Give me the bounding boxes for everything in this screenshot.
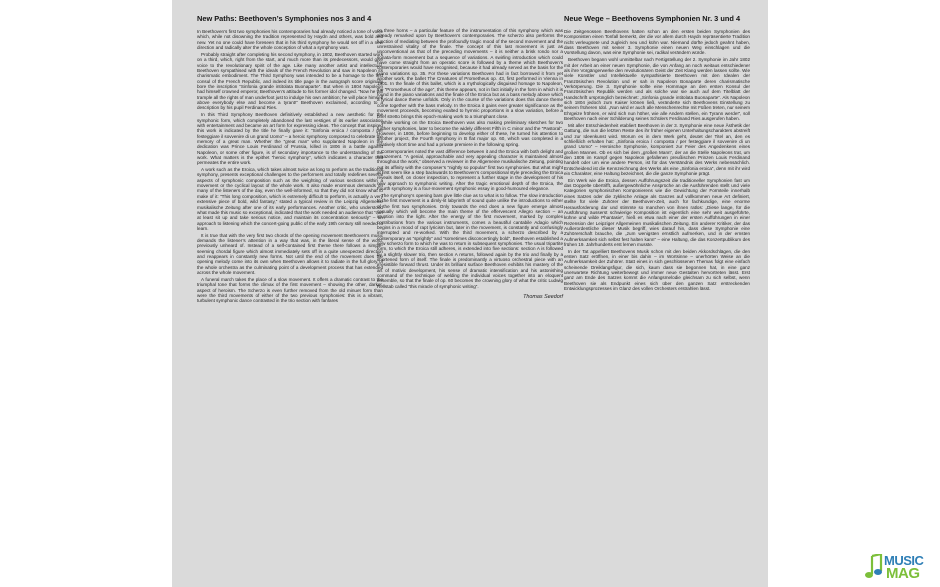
paragraph: Die Zeitgenossen Beethovens hatten schon an den ersten beiden Symphonien des Komponisten einen Tonfall bemerkt, der die vor allem durch Haydn repräsentierte Tradition nicht verleugnete und zugleich neu und kühn war. Niemand dürfte jedoch geahnt haben, dass Beethoven mit seiner 3. Symphonie einen neuen Weg einschlagen und die Vorstellung davon, was eine Symphonie sei, radikal verändern würde.	[564, 29, 750, 56]
paragraph: A funeral march takes the place of a slow movement. It offers a dramatic contrast to the triumphal tone that forms the climax of the first movement – showing the other, darker, aspect of heroism. The Scherzo is even further removed from the old minuet form than were the third movements of either of the two previous symphonies: this is a vibrant, turbulent symphonic dance contrasted in the trio section with fanfares	[197, 276, 383, 304]
watermark-word-mag: MAG	[886, 565, 920, 582]
author-signature: Thomas Seedorf	[523, 294, 563, 300]
paragraph: In this Third Symphony Beethoven definitively established a new aesthetic for the symphonic form, which completely abandoned the last vestiges of its earlier association with entertainment and became an art form for expressing ideas. The concept that inspired this work is indicated by the title he finally gave it: “Sinfonia eroica / composta / per festeggiare il sovvenire di un grand Uomo” – a heroic symphony composed to celebrate the memory of a great man. Whether the “great man” who supplanted Napoleon in the dedication was Prince Louis Ferdinand of Prussia, killed in 1806 in a battle against Napoleon, or some other figure, is of secondary importance to the understanding of the work. What matters is the epithet “heroic symphony”, which indicates a character that permeates the entire work.	[197, 112, 383, 166]
paragraph: It is true that with the very first two chords of the opening movement Beethoven’s music demands the listener’s attention in a way that was, in the literal sense of the word, previously unheard of. Instead of a self-contained first theme there follows a simple-seeming chordal figure which almost immediately sets off in a quite unexpected direction and reappears in constantly new forms. Not until the end of the movement does the opening melody come into its own when Beethoven allows it to radiate in the full glory of the whole orchestra as the culminating point of a development process that has extended across the whole movement.	[197, 232, 383, 276]
paragraph: In Beethoven’s first two symphonies his contemporaries had already noticed a tone of voice which, while not disowning the tradition represented by Haydn and others, was bold and new. Yet no one could have foreseen that in his third symphony he would set off in a new direction and radically alter the whole conception of what a symphony was.	[197, 29, 383, 51]
watermark-word-music: MUSIC	[884, 553, 924, 568]
music-note-icon	[864, 554, 884, 580]
english-heading: New Paths: Beethoven’s Symphonies nos 3 and 4	[197, 14, 372, 23]
paragraph: A work such as the Eroica, which takes almost twice as long to perform as the traditional symphony, presents exceptional challenges to the performers and totally redefines several aspects of symphonic composition such as the weighting of various sections within a movement or the cyclical layout of the whole work. It also made enormous demands on many of the listeners of the day, even the well-informed, so that they did not know what to make of it: “This long composition, which is extremely difficult to perform, is actually a very extensive piece of bold, wild fantasy,” stated a typical review in the Leipzig Allgemeine musikalische Zeitung after one of its early performances. Another critic, who understood what made this music so exceptional, indicated that the work needed an audience that “can at least sit up and take serious notice, and maintain its concentration seriously” – an approach to listening which the concert-going public of the early 19th century still needed to learn.	[197, 167, 383, 231]
german-heading: Neue Wege – Beethovens Symphonien Nr. 3 und 4	[564, 14, 741, 23]
paragraph: The symphony’s opening bars give little clue as to what is to follow. The slow introduction to the first movement is a dimly-lit labyrinth of sound quite unlike the introductions to either of the first two symphonies. Only towards the end does a new figure emerge almost casually which will become the main theme of the effervescent Allegro section – an irruption into the light. After the energy of the first movement, marked by complex contributions from the various instruments, comes a beautiful cantabile Adagio which begins in a mood of rapt lyricism but, later in the movement, is constantly and confusingly interrupted and re-worked. With the third movement, a scherzo described by a contemporary as “sprightly” and “sometimes disconcertingly bold”, Beethoven established a new scherzo form to which he was to return in subsequent symphonies. The usual tripartite form, to which the Eroica still adheres, is extended into five sections: section A is followed by a slightly slower trio, then section A returns, followed again by the trio and finally by a shortened form of itself. The finale is predominantly a virtuoso orchestral piece with an irresistible forward thrust. Under its brilliant surface Beethoven exhibits his mastery of the art of motivic development, his sense of dramatic intensification and his astonishing command of the technique of welding the individual voices together into an eloquent ensemble, so that the finale of op. 60 becomes the crowning glory of what the critic Ludwig Rellstab called “this miracle of symphonic writing”.	[377, 192, 563, 289]
paragraph: Contemporaries noted the vast difference between it and the Eroica with both delight and amazement. “A genial, approachable and very appealing character is maintained almost throughout the work,” observed a reviewer in the Allgemeine musikalische Zeitung, pointing out its affinity with the composer’s “nightly so popular” first two symphonies. But what might at first seem like a step backwards to Beethoven’s compositional style preceding the Eroica reveals itself, on closer inspection, to represent a further stage in the development of his new approach to symphonic writing. After the tragic emotional depth of the Eroica, the Fourth symphony is a four-movement symphonic essay in good-humoured elegance.	[377, 148, 563, 191]
paragraph: Mit aller Entschiedenheit etabliert Beethoven in der 3. Symphonie eine neue Ästhetik der Gattung, die nun die letzten Reste des ihr früher eigenen Unterhaltungscharakters abstreift und zur Ideenkunst wird. Worum es in dem Werk geht, deutet der Titel an, den es schließlich erhalten hat: „Sinfonia eroica / composta / per festeggiare il sovvenire di un grand Uomo“ – Heroische Symphonie, komponiert zur Feier des Angedenkens eines großen Mannes. Ob es sich bei dem „großen Mann“, der an die Stelle Napoleons trat, um den 1806 im Kampf gegen Napoleon gefallenen preußischen Prinzen Louis Ferdinand handelt oder um eine andere Person, ist für das Verständnis des Werks nebensächlich. Entscheidend ist die Kennzeichnung des Werks als eine „Sinfonia eroica“, denn mit ihr wird ein Charakter, eine Haltung bezeichnet, die die ganze Symphonie prägt.	[564, 122, 750, 176]
english-column-2	[377, 28, 563, 300]
paragraph: In der Tat appelliert Beethovens Musik schon mit den beiden Akkordschlägen, die den ersten Satz eröffnen, in einer bis dahin – im Wortsinne – unerhörten Weise an die Aufmerksamkeit der Zuhörer. Statt eines in sich geschlossenen Themas folgt eine einfach scheinende Dreiklangsfigur, die sich, kaum dass sie begonnen hat, in eine ganz unerwartete Richtung weiterbewegt und immer neue Gestalten hervortreten lässt. Erst ganz am Ende des Satzes kommt die Anfangsmelodie gleichsam zu sich selbst, wenn Beethoven sie als Endpunkt eines sich über den ganzen Satz erstreckenden Entwicklungsprozesses im Glanz des vollen Orchesters erstrahlen lässt.	[564, 248, 750, 292]
paragraph: Beethoven begann wohl unmittelbar nach Fertigstellung der 2. Symphonie im Jahr 1802 mit der Arbeit an einer neuen Symphonie, die von Anfang an noch weitaus entschiedener als ihre Vorgängerwerke den revolutionären Geist der Zeit Klang werden lassen sollte. Wie viele Künstler und Intellektuelle sympathisierte Beethoven mit den Idealen der Französischen Revolution und er sah in Napoleon Bonaparte deren charismatische Verkörperung. Die 3. Symphonie sollte eine Hommage an den ersten Konsul der Französischen Republik werden und als solche war sie auch auf dem Titelblatt der Handschrift ursprünglich bezeichnet: „Sinfonia grande intitolata Buonaparte“. Als Napoleon sich 1804 jedoch zum Kaiser krönen ließ, veränderte sich Beethovens Einstellung zu seinem früheren Idol. „Nun wird er auch alle Menschenrechte mit Füßen treten, nur seinem Ehrgeize fröhnen, er wird sich nun höher, wie alle Andern stellen, ein Tyrann werde!“, soll Beethoven nach einer Schilderung seines Schülers Ferdinand Ries ausgerufen haben.	[564, 57, 750, 121]
german-column	[564, 14, 750, 293]
paragraph: Ein Werk wie die Eroica, dessen Aufführungszeit die traditioneller Symphonien fast um das Doppelte übertrifft, außergewöhnliche Ansprüche an die Ausführenden stellt und viele Kategorien symphonischen Komponierens wie die Gewichtung der Formteile innerhalb eines Satzes oder die zyklische Anlage als Ganzes auf vollkommen neue Art definiert, stellte für viele Zuhörer der Beethoven-Zeit, auch für fachkundige, eine enorme Herausforderung dar und stimmte so manchen von ihnen ratlos: „Diese lange, für die Ausführung äusserst schwierige Komposition ist eigentlich eine sehr weit ausgeführte, kühne und wilde Phantasie“, hieß es etwa nach einer der ersten Aufführungen in einer Rezension der Leipziger Allgemeinen musikalischen Zeitung. Ein anderer Kritiker, der das Außerordentliche dieser Musik begriff, wies darauf hin, dass diese Symphonie eine Zuhörerschaft brauche, die „zum wenigsten ernstlich aufmerken, und in der ernsten Aufmerksamkeit sich selbst fest halten kann“ – eine Haltung, die das Konzertpublikum des frühen 19. Jahrhunderts erst lernen musste.	[564, 177, 750, 247]
paragraph: on three horns – a particular feature of the instrumentation of this symphony which was already remarked upon by Beethoven’s contemporaries. The scherzo also performs the function of mediating between the profoundly tragic mood of the second movement and the unrestrained vitality of the finale. The concept of this last movement is just as unconventional as that of the preceding movements – it is neither a brisk rondo nor a sonata-form movement but a sequence of variations. A swirling introduction which could have come straight from an operatic score is followed by a theme which Beethoven’s contemporaries would have recognised, because it had already served as the basis for the piano variations op. 35. For these variations Beethoven had in fact borrowed it from yet another work, the ballet The Creatures of Prometheus op. 43, first performed in Vienna in 1801. In the finale of this ballet, which is a mythologically disguised homage to Napoleon, the “Prometheus of the age”, this theme appears, not in fact initially in the form in which it is found in the piano variations and the finale of the Eroica but as a bass melody above which a lyrical dance theme unfolds. Only in the course of the variations does this dance theme come together with the bass melody. In the Eroica it gains ever greater significance as the movement proceeds, becoming exalted to hymnic proportions in a slow variation, before a brief stretto brings this epoch-making work to a triumphant close.	[377, 28, 563, 119]
booklet-page	[172, 0, 768, 587]
english-column-1	[197, 14, 383, 305]
paragraph: While working on the Eroica Beethoven was also making preliminary sketches for two further symphonies, later to become the widely different Fifth in C minor and the “Pastoral”. However, in 1806, before beginning to develop either of these, he turned his attention to another project, the Fourth symphony in B flat major op. 60, which was completed in a relatively short time and had a private premiere in the following spring.	[377, 120, 563, 147]
paragraph: Probably straight after completing his second symphony, in 1802, Beethoven started work on a third, which, right from the start, and much more than its predecessors, would give voice to the revolutionary spirit of the age. Like many another artist and intellectual, Beethoven sympathised with the ideals of the French Revolution and saw in Napoleon its charismatic embodiment. The Third Symphony was intended to be a homage to the first consul of the French Republic, and indeed its title page in the autograph score originally bore the inscription “Sinfonia grande intitolata Buonaparte”. But when in 1804 Napoleon had himself crowned emperor, Beethoven’s attitude to his former idol changed. “Now he will trample all the rights of man underfoot just to indulge his own ambition; he will place himself above everybody else and become a tyrant!” Beethoven exclaimed, according to a description by his pupil Ferdinand Ries.	[197, 51, 383, 111]
watermark-logo	[864, 553, 934, 581]
